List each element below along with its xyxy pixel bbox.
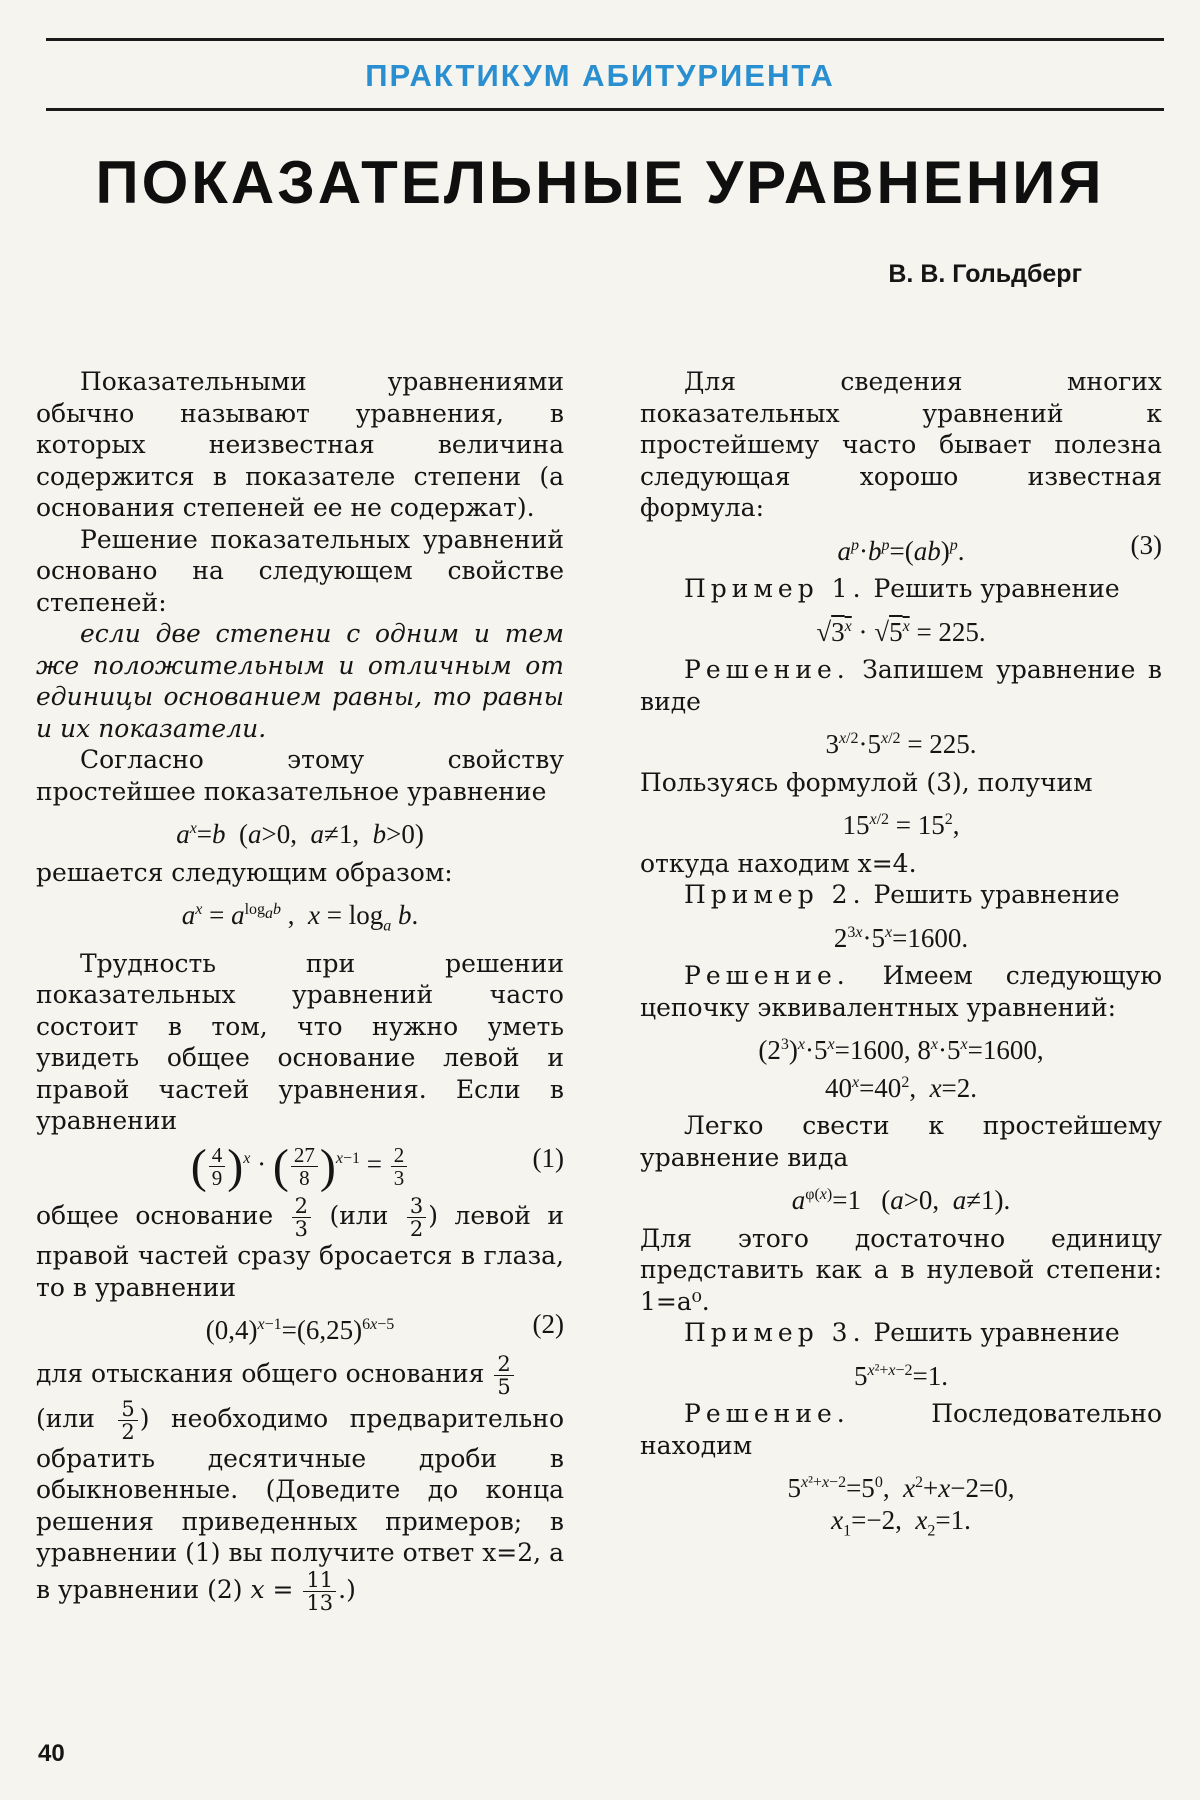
paragraph: общее основание $\frac{2}{3}$ (или $\frac{3}{2}$ ) левой и правой частей сразу бросается в глаза, то в уравнении [36, 1194, 565, 1302]
formula-general: $a^{\varphi(x)}=1$ (a>0, a≠1). [791, 1185, 1011, 1215]
formula-example-2: $2^{3x}\cdot 5^x=1600$. [833, 922, 969, 953]
formula-log-solution: $a^x = a^{log_ab}$ , $x = \log_a b$. [181, 900, 419, 935]
formula-solution-1b: $15^{x/2} = 15^2$, [842, 810, 960, 840]
formula-equation-2: $(0,4)^{x-1}=(6,25)^{6x-5}$ (2) [205, 1309, 564, 1346]
formula-solution-3: $5^{x^2+x-2}=5^0$, $x^2+x-2=0$, $x_1=-2$, $x_2=1$. [787, 1473, 1015, 1539]
paragraph: Показательными уравнениями обычно называют уравнения, в которых неизвестная величина содержится в показателе степени (а основания степеней ее не содержат). [36, 367, 564, 522]
solution-2: Решение. Имеем следующую цепочку эквивалентных уравнений: [640, 961, 1162, 1022]
example-1: Пример 1. Решить уравнение [684, 574, 1120, 603]
theorem-statement: если две степени с одним и тем же положительным и отличным от единицы основанием равны, то равны и их показатели. [36, 619, 564, 743]
paragraph: Для этого достаточно единицу представить как a в нулевой степени: 1=a⁰. [640, 1223, 1162, 1316]
solution-3: Решение. Последовательно находим [640, 1399, 1162, 1460]
paragraph: Пользуясь формулой (3), получим [640, 767, 1093, 797]
paragraph: (или $\frac{5}{2}$ ) необходимо предварительно обратить десятичные дроби в обыкновенные. (Доведите до конца решения приведенных примеров; в уравнении (1) вы получите ответ x=2, а в уравнении (2) x = $\frac{11}{13}$ .) [36, 1396, 564, 1615]
paragraph: для отыскания общего основания $\frac{2}{5}$ [36, 1353, 564, 1398]
formula-3: $a^p\cdot b^p=(ab)^p$. (3) [837, 529, 1162, 566]
equation-number: (1) [532, 1142, 564, 1173]
formula-example-1: $√3^x \cdot √5^x = 225$. [816, 616, 986, 647]
paragraph: Согласно этому свойству простейшее показательное уравнение [36, 745, 564, 806]
left-column [36, 366, 564, 1614]
formula-simplest-equation: $a^x=b$ (a>0, a≠1, b>0) [176, 819, 424, 849]
example-3: Пример 3. Решить уравнение [684, 1318, 1120, 1347]
formula-equation-1: ( $\frac{4}{9}$ )$^x$ · ( $\frac{27}{8}$ )$^{x-1}$ = $\frac{2}{3}$ (1) [190, 1139, 564, 1193]
paragraph: Для сведения многих показательных уравнений к простейшему часто бывает полезна следующая хорошо известная формула: [640, 367, 1162, 522]
article-author: В. В. Гольдберг [888, 260, 1082, 288]
section-rubric: ПРАКТИКУМ АБИТУРИЕНТА [365, 58, 835, 93]
top-rule [46, 38, 1164, 41]
formula-solution-1a: $3^{x/2}\cdot 5^{x/2} = 225$. [825, 729, 977, 759]
article-title: ПОКАЗАТЕЛЬНЫЕ УРАВНЕНИЯ [95, 149, 1105, 216]
paragraph: откуда находим x=4. [640, 848, 917, 878]
equation-number: (2) [532, 1309, 564, 1340]
paragraph: Решение показательных уравнений основано на следующем свойстве степеней: [36, 524, 564, 617]
solution-1: Решение. Запишем уравнение в виде [640, 655, 1162, 716]
equation-number: (3) [1130, 529, 1162, 560]
example-2: Пример 2. Решить уравнение [684, 880, 1120, 909]
paragraph: решается следующим образом: [36, 857, 453, 887]
page-number: 40 [38, 1740, 65, 1767]
paragraph: Трудность при решении показательных уравнений часто состоит в том, что нужно уметь увидеть общее основание левой и правой частей уравнения. Если в уравнении [36, 948, 564, 1136]
right-column [640, 366, 1162, 1552]
formula-example-3: $5^{x^2+x-2}=1$. [853, 1360, 949, 1391]
formula-solution-2: $(2^3)^x\cdot 5^x=1600$, $8^x\cdot 5^x=1600$, $40^x=40^2$, x=2. [758, 1035, 1044, 1103]
header-rule [46, 108, 1164, 111]
paragraph: Легко свести к простейшему уравнение вида [640, 1111, 1162, 1172]
